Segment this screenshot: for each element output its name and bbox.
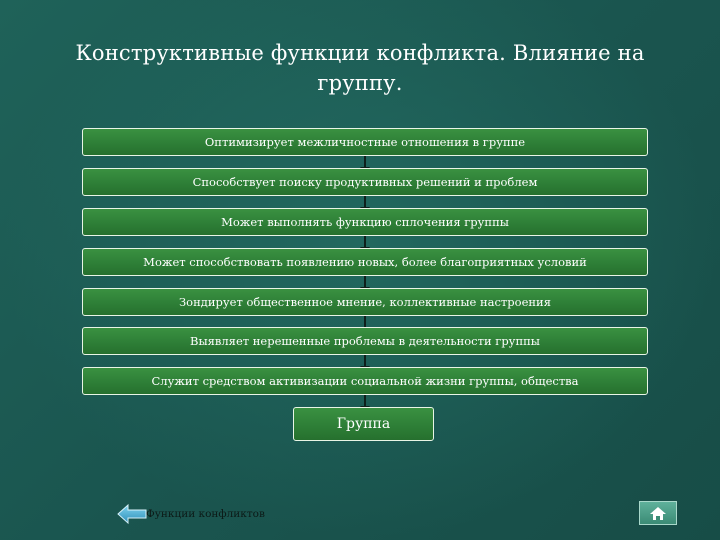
function-box-new-conditions[interactable]: Может способствовать появлению новых, более благоприятных условий xyxy=(82,248,648,276)
function-box-public-opinion[interactable]: Зондирует общественное мнение, коллективные настроения xyxy=(82,288,648,316)
function-box-optimize-relations[interactable]: Оптимизирует межличностные отношения в группе xyxy=(82,128,648,156)
arrow-down-icon xyxy=(364,196,366,208)
home-icon xyxy=(640,502,676,524)
function-box-group-cohesion[interactable]: Может выполнять функцию сплочения группы xyxy=(82,208,648,236)
group-box[interactable]: Группа xyxy=(293,407,434,441)
arrow-down-icon xyxy=(364,276,366,288)
arrow-down-icon xyxy=(364,355,366,367)
function-box-productive-solutions[interactable]: Способствует поиску продуктивных решений и проблем xyxy=(82,168,648,196)
back-link-label[interactable]: Функции конфликтов xyxy=(146,508,265,520)
arrow-down-icon xyxy=(364,236,366,248)
arrow-down-icon xyxy=(364,395,366,407)
arrow-left-icon[interactable] xyxy=(117,503,147,525)
home-button[interactable] xyxy=(639,501,677,525)
slide-title: Конструктивные функции конфликта. Влияние на группу. xyxy=(75,41,645,95)
function-box-social-activation[interactable]: Служит средством активизации социальной жизни группы, общества xyxy=(82,367,648,395)
arrow-down-icon xyxy=(364,156,366,168)
function-box-unsolved-problems[interactable]: Выявляет нерешенные проблемы в деятельности группы xyxy=(82,327,648,355)
